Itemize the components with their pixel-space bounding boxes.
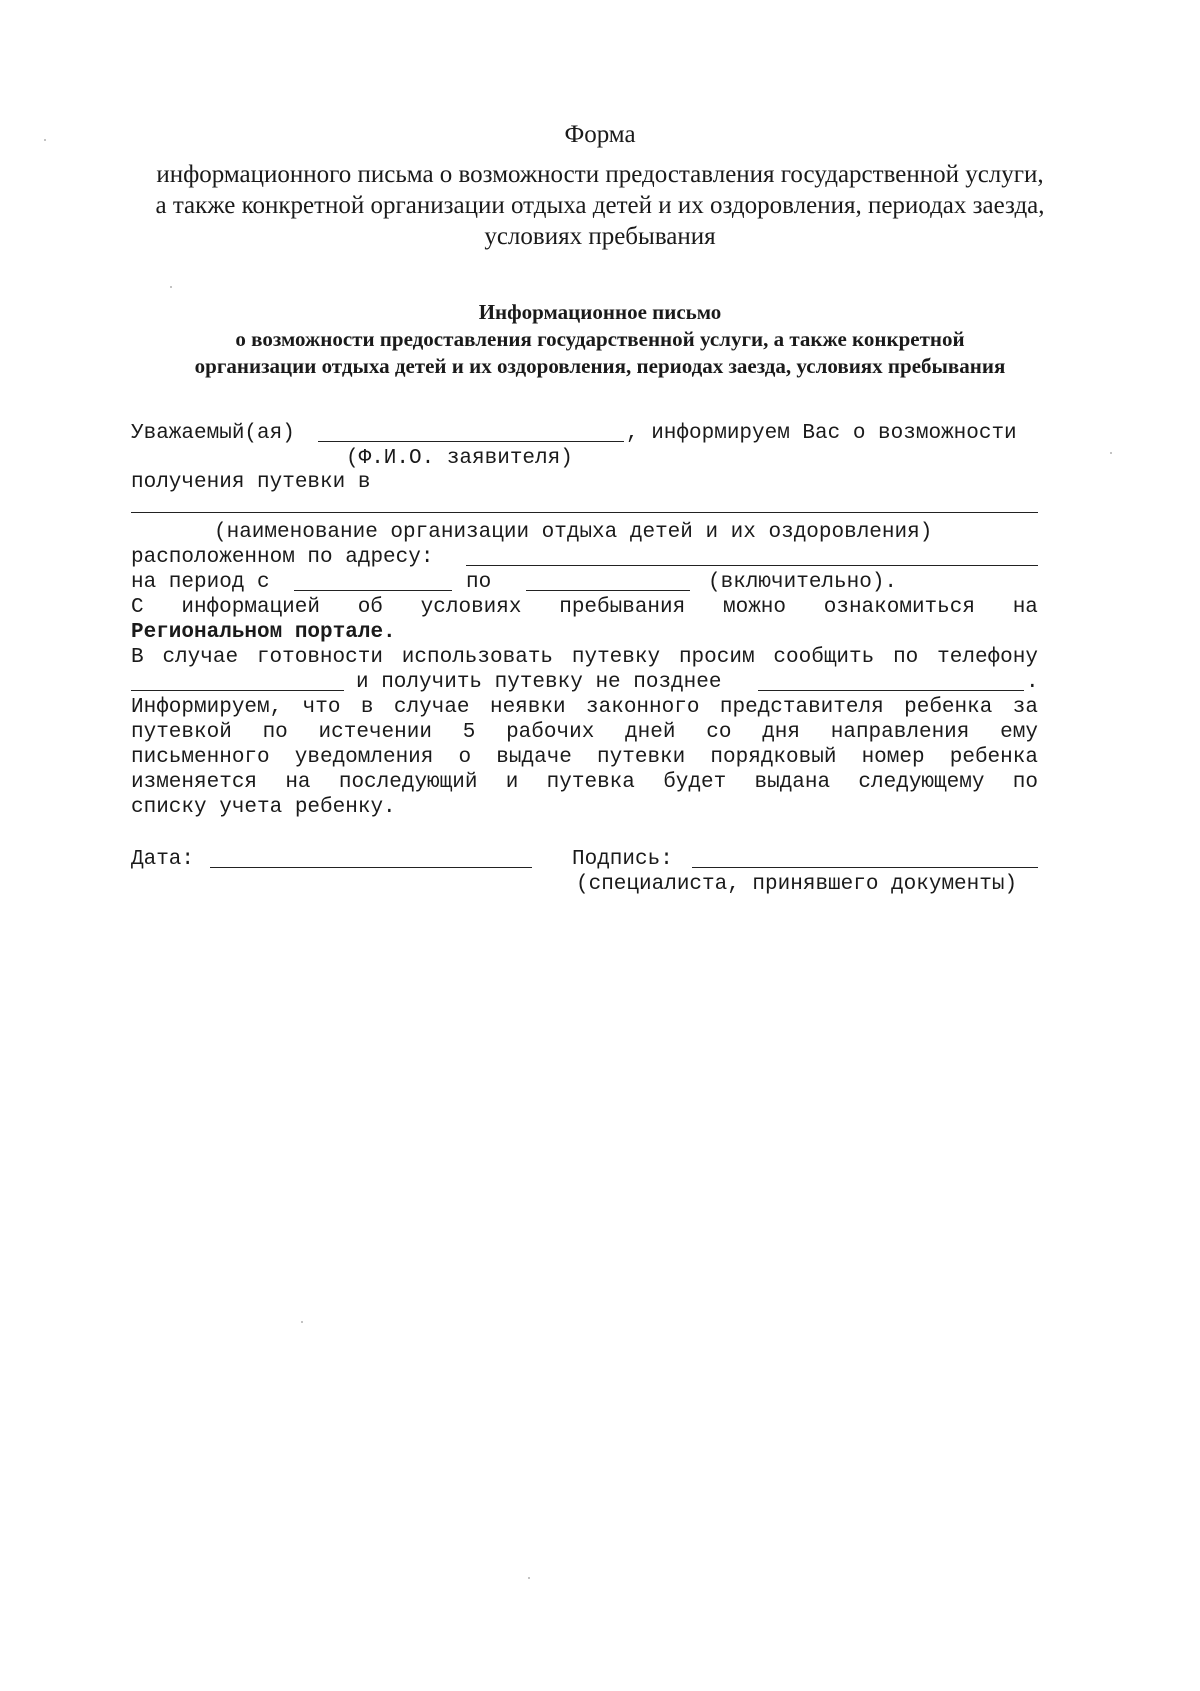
readiness-line	[131, 647, 1038, 668]
deadline-dot: .	[1026, 671, 1039, 694]
notice-line-3	[131, 747, 1038, 768]
letter-title: Информационное письмо	[478, 300, 722, 324]
word: выдаче	[496, 746, 572, 769]
inclusive-text: (включительно).	[708, 571, 898, 594]
scan-speck	[1110, 452, 1112, 454]
word: со	[706, 721, 732, 744]
period-to-label: по	[466, 571, 492, 594]
word: на	[285, 771, 311, 794]
word: случае	[393, 696, 470, 719]
word: дней	[625, 721, 676, 744]
word: телефону	[937, 646, 1038, 669]
word: следующему	[858, 771, 985, 794]
signature-label: Подпись:	[572, 848, 673, 871]
word: ребенка	[949, 746, 1038, 769]
signature-hint: (специалиста, принявшего документы)	[576, 873, 1018, 896]
scan-speck	[170, 286, 172, 288]
word: можно	[722, 596, 786, 619]
word: законного	[586, 696, 700, 719]
word: направления	[830, 721, 970, 744]
word: в	[360, 696, 374, 719]
applicant-name-field[interactable]	[318, 441, 624, 442]
notice-line-2	[131, 722, 1038, 743]
word: неявки	[489, 696, 566, 719]
word: рабочих	[506, 721, 595, 744]
regional-portal-text: Региональном портале.	[131, 621, 396, 644]
word: на	[1012, 596, 1038, 619]
word: путевкой	[131, 721, 232, 744]
word: пребывания	[559, 596, 686, 619]
word: номер	[861, 746, 925, 769]
scan-speck	[301, 1321, 303, 1323]
word: случае	[162, 646, 239, 669]
word: по	[262, 721, 288, 744]
get-voucher-text: и получить путевку не позднее	[356, 671, 722, 694]
word: что	[302, 696, 341, 719]
word: путевка	[546, 771, 635, 794]
letter-subtitle-line-2: организации отдыха детей и их оздоровления, периодах заезда, условиях пребывания	[194, 354, 1006, 378]
notice-line-1	[131, 697, 1038, 718]
scan-speck	[528, 1577, 530, 1579]
phone-field[interactable]	[131, 690, 344, 691]
word: представителя	[719, 696, 884, 719]
word: уведомления	[294, 746, 434, 769]
word: путевки	[597, 746, 686, 769]
word: информацией	[181, 596, 320, 619]
word: об	[357, 596, 383, 619]
word: сообщить	[773, 646, 875, 669]
org-name-hint: (наименование организации отдыха детей и их оздоровления)	[214, 521, 933, 544]
address-field[interactable]	[466, 565, 1038, 566]
word: В	[131, 646, 144, 669]
word: С	[131, 596, 144, 619]
word: готовности	[256, 646, 383, 669]
word: условиях	[420, 596, 522, 619]
word: просим	[678, 646, 755, 669]
word: о	[458, 746, 472, 769]
word: ознакомиться	[823, 596, 975, 619]
period-from-label: на период с	[131, 571, 270, 594]
word: и	[505, 771, 519, 794]
date-field[interactable]	[210, 867, 532, 868]
letter-subtitle-line-1: о возможности предоставления государственной услуги, а также конкретной	[235, 327, 965, 351]
dear-label: Уважаемый(ая)	[131, 422, 295, 445]
word: использовать	[401, 646, 554, 669]
word: по	[893, 646, 919, 669]
word: порядковый	[710, 746, 837, 769]
form-description-line-3: условиях пребывания	[484, 223, 716, 250]
form-description-line-1: информационного письма о возможности предоставления государственной услуги,	[156, 161, 1044, 188]
organization-name-field[interactable]	[131, 512, 1038, 513]
word: путевку	[571, 646, 661, 669]
address-label: расположенном по адресу:	[131, 546, 434, 569]
word: за	[1012, 696, 1038, 719]
word: ребенка	[904, 696, 993, 719]
word: по	[1012, 771, 1038, 794]
word: дня	[762, 721, 800, 744]
fio-hint: (Ф.И.О. заявителя)	[346, 447, 573, 470]
word: письменного	[131, 746, 270, 769]
word: выдана	[754, 771, 831, 794]
word: Информируем,	[131, 696, 283, 719]
form-label: Форма	[564, 121, 636, 148]
form-description-line-2: а также конкретной организации отдыха детей и их оздоровления, периодах заезда,	[155, 192, 1045, 219]
period-start-field[interactable]	[294, 590, 452, 591]
word: последующий	[338, 771, 478, 794]
conditions-line	[131, 597, 1038, 618]
deadline-field[interactable]	[758, 690, 1024, 691]
receiving-voucher-text: получения путевки в	[131, 471, 371, 494]
word: ему	[1000, 721, 1038, 744]
word: 5	[462, 721, 476, 744]
period-end-field[interactable]	[526, 590, 690, 591]
word: истечении	[318, 721, 432, 744]
date-label: Дата:	[131, 848, 195, 871]
signature-field[interactable]	[692, 867, 1038, 868]
notice-line-4	[131, 772, 1038, 793]
inform-text: , информируем Вас о возможности	[626, 422, 1017, 445]
notice-line-5: списку учета ребенку.	[131, 796, 396, 819]
word: изменяется	[131, 771, 258, 794]
word: будет	[663, 771, 727, 794]
scan-speck	[44, 139, 46, 141]
